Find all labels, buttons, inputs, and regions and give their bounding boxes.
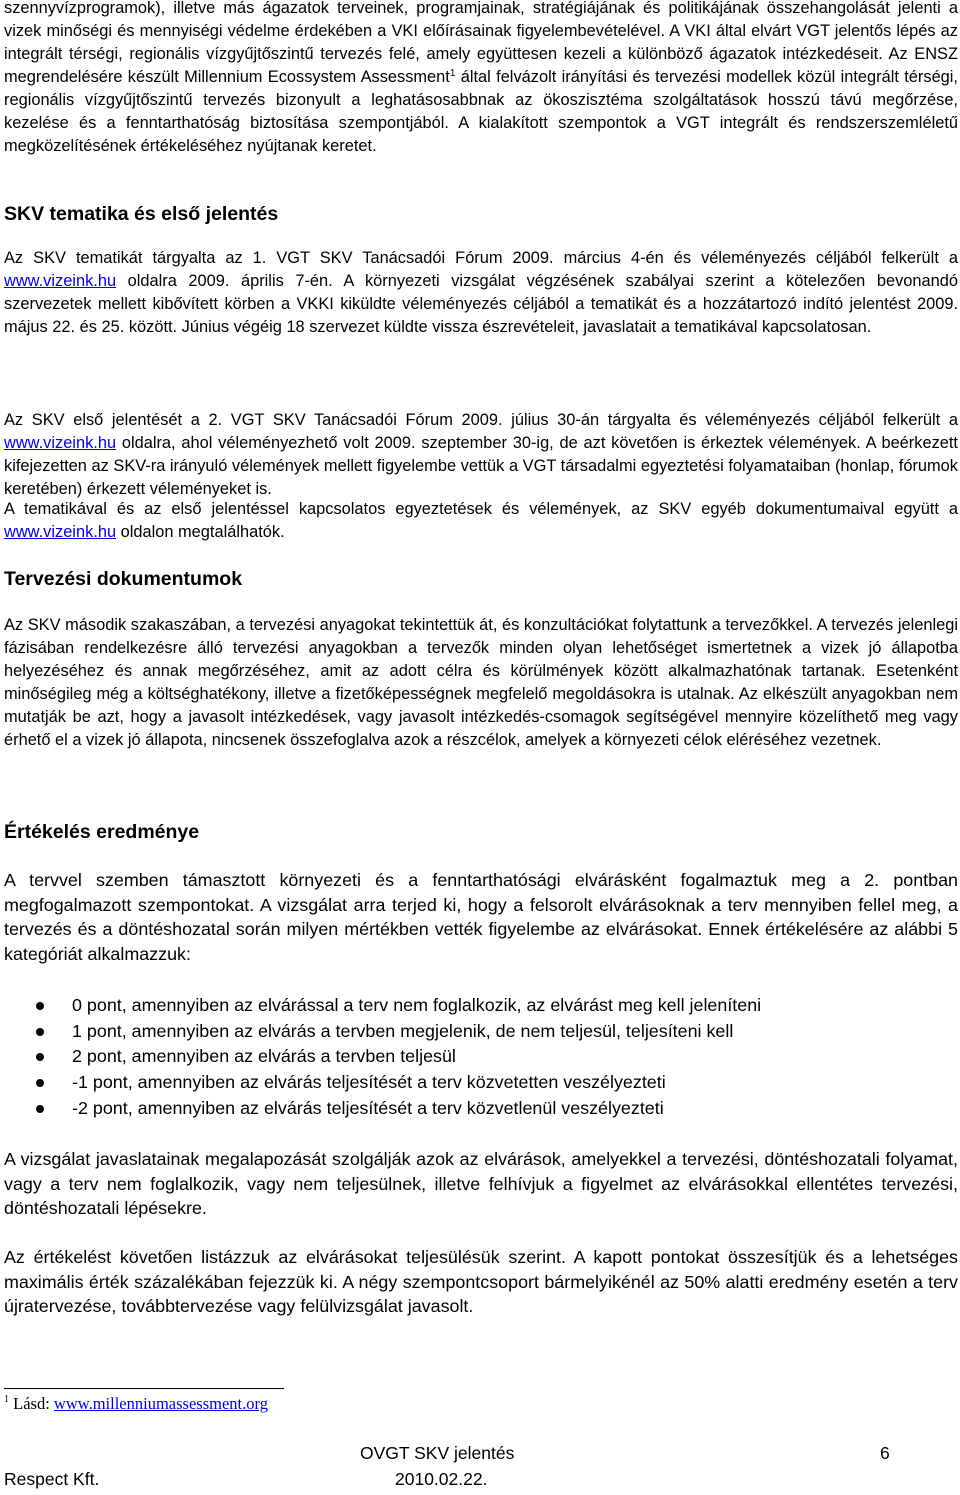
footer-company: Respect Kft. [4,1469,100,1489]
intro-paragraph-block [4,0,958,158]
list-item: -2 pont, amennyiben az elvárás teljesítését a terv közvetlenül veszélyezteti [0,1096,958,1122]
paragraph-text: A vizsgálat javaslatainak megalapozását szolgálják azok az elvárások, amelyekkel a tervezési, döntéshozatali folyamat, vagy a terv nem foglalkozik, vagy nem teljesülnek, illetve felhívjuk a figyelmet az elvárásokkal ellentétes tervezési, döntéshozatali lépésekre. [4,1149,958,1218]
millennium-assessment-link[interactable]: www.millenniumassessment.org [53,1394,268,1413]
heading-skv-tematika: SKV tematika és első jelentés [4,203,279,225]
footnote [4,1393,268,1415]
paragraph-text: oldalra, ahol véleményezhető volt 2009. szeptember 30-ig, de azt követően is érkeztek vélemények. A beérkezett kifejezetten az SKV-ra irányuló vélemények mellett figyelembe vettük a VGT társadalmi egyeztetési folyamataiban (honlap, fórumok keretében) érkezett véleményeket is. [4,434,958,498]
bullet-icon [36,1002,44,1010]
ertekeles-paragraph-2 [4,1147,958,1221]
intro-text-part-1: szennyvízprogramok), illetve más ágazatok terveinek, programjainak, stratégiájának és politikájának összehangolását jelenti a vizek minőségi és mennyiségi védelme érdekében a VKI előírásainak figyelembevételével. A VKI által elvárt VGT jelentős lépés az integrált térségi, regionális vízgyűjtőszintű tervezés felé, amely együttesen kezeli a különböző ágazatok intézkedéseit. Az ENSZ megrendelésére készült Millennium Ecossystem Assessment [4,0,958,86]
paragraph-text: oldalra 2009. április 7-én. A környezeti vizsgálat végzésének szabályai szerint a kötelezően bevonandó szervezetek mellett kibővített körben a VKKI kiküldte véleményezés céljából a tematikát és a hozzátartozó indító jelentést 2009. május 22. és 25. között. Június végéig 18 szervezet küldte vissza észrevételeit, javaslatait a tematikával kapcsolatosan. [4,272,958,336]
paragraph-text: oldalon megtalálhatók. [116,523,285,541]
list-item: -1 pont, amennyiben az elvárás teljesítését a terv közvetetten veszélyezteti [0,1070,958,1096]
bullet-icon [36,1105,44,1113]
footnote-label: Lásd: [9,1394,54,1413]
list-item: 1 pont, amennyiben az elvárás a tervben megjelenik, de nem teljesül, teljesíteni kell [0,1019,958,1045]
list-item: 0 pont, amennyiben az elvárással a terv nem foglalkozik, az elvárást meg kell jeleníteni [0,993,958,1019]
ertekeles-paragraph-3 [4,1245,958,1319]
heading-tervezesi-dokumentumok: Tervezési dokumentumok [4,568,243,590]
footer-document-title: OVGT SKV jelentés [360,1443,515,1463]
list-item: 2 pont, amennyiben az elvárás a tervben teljesül [0,1044,958,1070]
paragraph-text: Az értékelést követően listázzuk az elvárásokat teljesülésük szerint. A kapott pontokat összesítjük és a lehetséges maximális érték százalékában fejezzük ki. A négy szempontcsoport bármelyikénél az 50% alatti eredmény esetén a terv újratervezése, továbbtervezése vagy felülvizsgálat javasolt. [4,1247,958,1316]
bullet-icon [36,1079,44,1087]
paragraph-text: A tematikával és az első jelentéssel kapcsolatos egyeztetések és vélemények, az SKV egyéb dokumentumaival együtt a [4,500,958,518]
ertekeles-paragraph-1 [4,868,958,966]
footnote-reference[interactable]: 1 [449,68,456,79]
paragraph-text: A tervvel szemben támasztott környezeti és a fenntarthatósági elvárásként fogalmaztuk meg a 2. pontban megfogalmazott szempontokat. A vizsgálat arra terjed ki, hogy a felsorolt elvárásoknak a terv mennyiben fellel meg, a tervezés és a döntéshozatal során milyen mértékben vették figyelembe az elvárásokat. Ennek értékelésére az alábbi 5 kategóriát alkalmazzuk: [4,870,958,964]
footnote-separator [4,1388,284,1389]
bullet-icon [36,1053,44,1061]
vizeink-link[interactable]: www.vizeink.hu [4,272,117,290]
skv-tematika-paragraph-1 [4,247,958,339]
vizeink-link[interactable]: www.vizeink.hu [4,434,117,452]
bullet-icon [36,1028,44,1036]
paragraph-text: Az SKV tematikát tárgyalta az 1. VGT SKV Tanácsadói Fórum 2009. március 4-én és véleményezés céljából felkerült a [4,249,958,267]
heading-ertekeles-eredmenye: Értékelés eredménye [4,821,200,843]
tervezesi-dokumentumok-paragraph [4,614,958,752]
footer-page-number: 6 [880,1443,890,1463]
vizeink-link[interactable]: www.vizeink.hu [4,523,117,541]
paragraph-text: Az SKV első jelentését a 2. VGT SKV Tanácsadói Fórum 2009. július 30-án tárgyalta és véleményezés céljából felkerült a [4,411,958,429]
intro-paragraph [4,0,958,158]
footer-date: 2010.02.22. [395,1469,488,1489]
paragraph-text: Az SKV második szakaszában, a tervezési anyagokat tekintettük át, és konzultációkat folytattunk a tervezőkkel. A tervezés jelenlegi fázisában rendelkezésre álló tervezési anyagokban a tervezők minden olyan lehetőséget ismertetnek a vizek jó állapotba helyezéséhez és annak megőrzéséhez, amit az adott célra és körülmények között alkalmazhatónak tartanak. Esetenként minőségileg még a költséghatékony, illetve a fizetőképességnek megfelelő megoldásokra is utalnak. Az elkészült anyagokban nem mutatják be azt, hogy a javasolt intézkedések, vagy javasolt intézkedés-csomagok segítségével mennyire közelíthető meg vagy érhető el a vizek jó állapota, nincsenek összefoglalva azok a részcélok, amelyek a környezeti célok eléréséhez vezetnek. [4,616,958,749]
skv-tematika-paragraph-2 [4,409,958,501]
intro-text-part-2: által felvázolt irányítási és tervezési modellek közül integrált térségi, regionális vízgyűjtőszintű tervezés bizonyult a leghatásosabbnak az ökoszisztéma szolgáltatások hosszú távú megőrzése, kezelése és a fenntarthatóság biztosítása szempontjából. A kialakított szempontok a VGT integrált és rendszerszemléletű megközelítésének értékeléséhez nyújtanak keretet. [4,68,958,155]
skv-tematika-paragraph-3 [4,498,958,544]
scoring-category-list [0,993,958,1122]
footnote-number: 1 [4,1394,9,1405]
